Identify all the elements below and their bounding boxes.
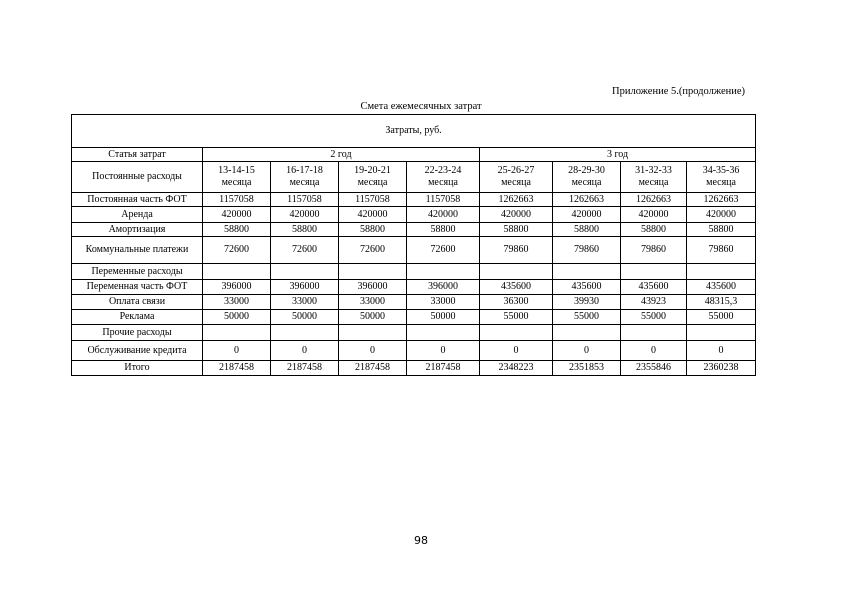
table-cell: 420000 — [621, 207, 687, 223]
table-cell — [271, 325, 339, 341]
table-row — [72, 193, 756, 207]
table-cell: 1262663 — [553, 193, 621, 207]
period-unit: месяца — [706, 177, 736, 188]
table-cell: 0 — [553, 341, 621, 361]
period-unit: месяца — [571, 177, 602, 188]
table-cell: 1262663 — [480, 193, 553, 207]
table-cell: 39930 — [553, 295, 621, 310]
table-row — [72, 325, 756, 341]
table-cell: 0 — [407, 341, 480, 361]
table-cell: 55000 — [621, 310, 687, 325]
table-cell: 58800 — [621, 223, 687, 237]
table-cell: 0 — [203, 341, 271, 361]
table-cell — [553, 264, 621, 280]
period-header — [203, 162, 271, 193]
header-year-2: 2 год — [203, 148, 480, 162]
period-range: 34-35-36 — [702, 165, 740, 176]
table-cell: 0 — [687, 341, 756, 361]
table-row — [72, 341, 756, 361]
table-cell: 58800 — [687, 223, 756, 237]
period-range: 28-29-30 — [568, 165, 605, 176]
table-cell: 1262663 — [621, 193, 687, 207]
table-cell: 55000 — [553, 310, 621, 325]
table-cell: 420000 — [203, 207, 271, 223]
table-cell: 1262663 — [687, 193, 756, 207]
table-cell: 72600 — [339, 237, 407, 264]
table-cell: 435600 — [480, 280, 553, 295]
row-label: Коммунальные платежи — [72, 237, 203, 264]
table-cell: 55000 — [687, 310, 756, 325]
table-row — [72, 361, 756, 376]
table-cell: 435600 — [621, 280, 687, 295]
period-range: 25-26-27 — [497, 165, 535, 176]
period-range: 31-32-33 — [635, 165, 672, 176]
table-cell: 50000 — [271, 310, 339, 325]
table-cell: 396000 — [339, 280, 407, 295]
table-cell: 1157058 — [271, 193, 339, 207]
table-cell: 58800 — [271, 223, 339, 237]
row-label: Аренда — [72, 207, 203, 223]
table-cell: 0 — [271, 341, 339, 361]
table-cell: 79860 — [480, 237, 553, 264]
period-unit: месяца — [428, 177, 458, 188]
table-cell: 33000 — [271, 295, 339, 310]
table-cell: 1157058 — [407, 193, 480, 207]
table-cell: 2355846 — [621, 361, 687, 376]
table-cell: 2187458 — [271, 361, 339, 376]
page-number: 98 — [414, 534, 428, 547]
table-cell: 2351853 — [553, 361, 621, 376]
table-cell — [480, 264, 553, 280]
table-cell: 58800 — [203, 223, 271, 237]
table-cell: 420000 — [271, 207, 339, 223]
table-cell — [553, 325, 621, 341]
table-cell: 420000 — [339, 207, 407, 223]
table-cell: 2348223 — [480, 361, 553, 376]
table-cell: 33000 — [407, 295, 480, 310]
table-cell: 50000 — [339, 310, 407, 325]
period-unit: месяца — [357, 177, 388, 188]
table-row — [72, 295, 756, 310]
table-cell: 420000 — [687, 207, 756, 223]
table-cell: 435600 — [687, 280, 756, 295]
table-cell: 72600 — [271, 237, 339, 264]
table-cell: 435600 — [553, 280, 621, 295]
row-label: Прочие расходы — [72, 325, 203, 341]
table-cell: 33000 — [339, 295, 407, 310]
table-cell: 396000 — [407, 280, 480, 295]
appendix-label: Приложение 5.(продолжение) — [612, 86, 746, 97]
table-cell: 2187458 — [407, 361, 480, 376]
table-cell — [480, 325, 553, 341]
period-unit: месяца — [501, 177, 531, 188]
table-row — [72, 280, 756, 295]
period-header — [553, 162, 621, 193]
period-unit: месяца — [638, 177, 669, 188]
table-cell — [687, 325, 756, 341]
table-cell: 396000 — [271, 280, 339, 295]
table-cell: 2360238 — [687, 361, 756, 376]
row-label: Оплата связи — [72, 295, 203, 310]
table-cell — [407, 264, 480, 280]
row-label: Обслуживание кредита — [72, 341, 203, 361]
table-row — [72, 223, 756, 237]
period-header — [407, 162, 480, 193]
header-year-3: 3 год — [480, 148, 756, 162]
table-cell — [203, 325, 271, 341]
table-cell: 50000 — [407, 310, 480, 325]
table-cell: 58800 — [407, 223, 480, 237]
table-row — [72, 207, 756, 223]
table-cell — [621, 264, 687, 280]
row-label: Постоянная часть ФОТ — [72, 193, 203, 207]
period-header — [621, 162, 687, 193]
period-unit: месяца — [289, 177, 320, 188]
table-cell — [271, 264, 339, 280]
table-cell: 0 — [339, 341, 407, 361]
table-cell: 396000 — [203, 280, 271, 295]
period-unit: месяца — [221, 177, 252, 188]
table-cell: 2187458 — [339, 361, 407, 376]
header-cost-item: Статья затрат — [72, 148, 203, 162]
table-caption: Смета ежемесячных затрат — [360, 101, 482, 112]
table-cell: 58800 — [339, 223, 407, 237]
table-cell: 72600 — [203, 237, 271, 264]
table-cell: 1157058 — [203, 193, 271, 207]
table-cell: 2187458 — [203, 361, 271, 376]
table-cell — [621, 325, 687, 341]
table-cell: 50000 — [203, 310, 271, 325]
table-cell: 420000 — [553, 207, 621, 223]
table-cell — [407, 325, 480, 341]
table-row — [72, 264, 756, 280]
table-cell: 79860 — [621, 237, 687, 264]
table-cell: 420000 — [407, 207, 480, 223]
table-cell: 58800 — [480, 223, 553, 237]
table-cell: 79860 — [687, 237, 756, 264]
row-label: Переменная часть ФОТ — [72, 280, 203, 295]
table-cell: 0 — [621, 341, 687, 361]
table-cell: 0 — [480, 341, 553, 361]
table-cell: 33000 — [203, 295, 271, 310]
table-row — [72, 310, 756, 325]
table-cell: 72600 — [407, 237, 480, 264]
table-cell: 420000 — [480, 207, 553, 223]
period-header — [687, 162, 756, 193]
table-cell — [339, 264, 407, 280]
period-range: 22-23-24 — [424, 165, 462, 176]
period-header — [339, 162, 407, 193]
table-cell: 79860 — [553, 237, 621, 264]
row-label: Реклама — [72, 310, 203, 325]
table-title: Затраты, руб. — [72, 115, 756, 148]
row-label: Амортизация — [72, 223, 203, 237]
group-fixed-costs: Постоянные расходы — [72, 162, 203, 193]
row-label: Переменные расходы — [72, 264, 203, 280]
table-cell: 58800 — [553, 223, 621, 237]
period-range: 16-17-18 — [286, 165, 323, 176]
table-row — [72, 237, 756, 264]
table-cell — [339, 325, 407, 341]
table-cell: 43923 — [621, 295, 687, 310]
table-cell — [687, 264, 756, 280]
period-header — [480, 162, 553, 193]
table-cell: 1157058 — [339, 193, 407, 207]
expense-table — [71, 114, 756, 376]
period-range: 19-20-21 — [354, 165, 391, 176]
table-cell: 48315,3 — [687, 295, 756, 310]
row-label: Итого — [72, 361, 203, 376]
table-cell: 55000 — [480, 310, 553, 325]
table-cell — [203, 264, 271, 280]
period-header — [271, 162, 339, 193]
table-cell: 36300 — [480, 295, 553, 310]
period-range: 13-14-15 — [218, 165, 255, 176]
